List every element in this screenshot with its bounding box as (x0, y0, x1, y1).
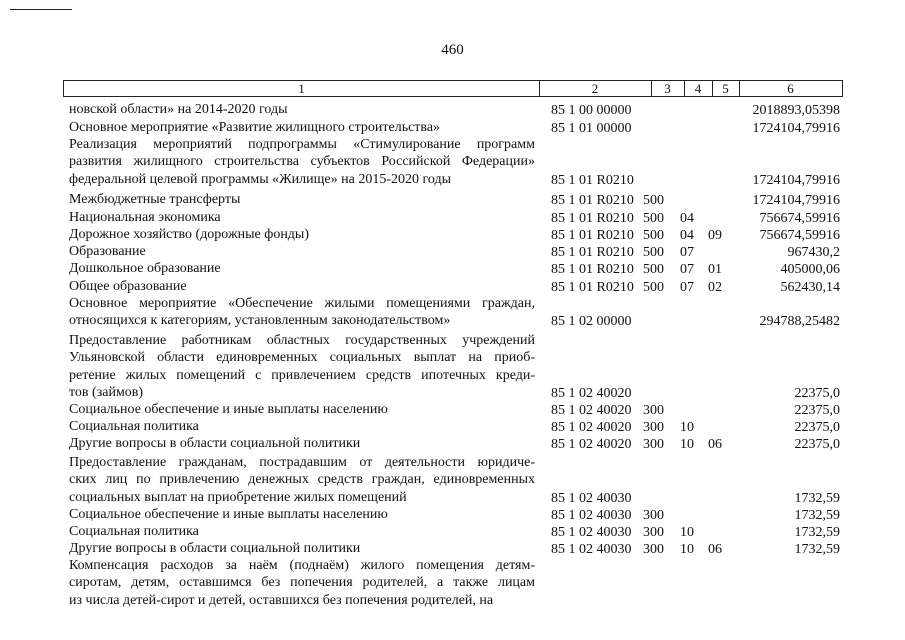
header-col-4: 4 (684, 81, 713, 96)
header-col-3: 3 (651, 81, 685, 96)
row-description-line: относящихся к категориям, установленным законодательством» (69, 313, 451, 329)
row-section: 07 (680, 245, 694, 260)
row-description-line: Дорожное хозяйство (дорожные фонды) (69, 227, 310, 242)
row-description-line: Ульяновской области единовременных социальных выплат на приоб- (69, 350, 535, 366)
row-amount: 562430,14 (780, 280, 840, 295)
row-description-line: развития жилищного строительства субъектов Российской Федерации» (69, 154, 535, 170)
row-description-line: Общее образование (69, 279, 187, 294)
row-code: 85 1 01 00000 (551, 121, 632, 136)
row-amount: 22375,0 (794, 385, 840, 401)
row-amount: 1732,59 (794, 542, 840, 557)
row-amount: 1732,59 (794, 525, 840, 540)
row-code: 85 1 02 40020 (551, 437, 632, 452)
row-description-line: Дошкольное образование (69, 261, 221, 276)
row-amount: 2018893,05398 (752, 103, 840, 118)
row-description-line: федеральной целевой программы «Жилище» на 2015-2020 годы (69, 171, 452, 187)
row-amount: 1724104,79916 (752, 172, 840, 188)
row-code: 85 1 01 R0210 (551, 193, 634, 208)
row-description-line: из числа детей-сирот и детей, оставшихся без попечения родителей, на (69, 592, 494, 608)
row-description-line: Социальная политика (69, 524, 199, 539)
row-expense-type: 300 (643, 403, 664, 418)
row-description-line: Социальное обеспечение и иные выплаты населению (69, 507, 388, 522)
row-description-line: Социальное обеспечение и иные выплаты населению (69, 402, 388, 417)
row-amount: 22375,0 (794, 437, 840, 452)
row-description-line: сиротам, детям, оставшимся без попечения родителей, а также лицам (69, 575, 535, 591)
row-expense-type: 300 (643, 525, 664, 540)
row-expense-type: 500 (643, 193, 664, 208)
row-amount: 756674,59916 (759, 211, 840, 226)
row-expense-type: 500 (643, 228, 664, 243)
row-amount: 967430,2 (787, 245, 840, 260)
row-description-line: Предоставление работникам областных государственных учреждений (69, 333, 535, 348)
header-col-5: 5 (712, 81, 740, 96)
row-description-line: Межбюджетные трансферты (69, 192, 241, 207)
row-description-line: социальных выплат на приобретение жилых помещений (69, 489, 407, 505)
header-col-1: 1 (64, 81, 540, 96)
row-amount: 1732,59 (794, 508, 840, 523)
row-expense-type: 500 (643, 211, 664, 226)
row-description-line: Предоставление гражданам, пострадавшим от деятельности юридиче- (69, 455, 535, 470)
row-amount: 22375,0 (794, 403, 840, 418)
row-description-line: Социальная политика (69, 419, 199, 434)
row-section: 04 (680, 228, 694, 243)
row-section: 04 (680, 211, 694, 226)
row-expense-type: 500 (643, 245, 664, 260)
row-code: 85 1 01 R0210 (551, 228, 634, 243)
row-code: 85 1 01 R0210 (551, 211, 634, 226)
page-number: 460 (441, 42, 464, 58)
row-code: 85 1 01 R0210 (551, 172, 634, 188)
row-expense-type: 300 (643, 542, 664, 557)
row-description-line: новской области» на 2014-2020 годы (69, 102, 288, 117)
row-code: 85 1 02 40030 (551, 525, 632, 540)
row-amount: 22375,0 (794, 420, 840, 435)
header-col-6: 6 (787, 81, 794, 96)
row-amount: 405000,06 (780, 262, 840, 277)
row-expense-type: 300 (643, 508, 664, 523)
row-section: 10 (680, 437, 694, 452)
row-code: 85 1 02 40020 (551, 385, 632, 401)
row-expense-type: 300 (643, 420, 664, 435)
row-description-line: Компенсация расходов за наём (поднаём) жилого помещения детям- (69, 558, 535, 573)
row-subsection: 02 (708, 280, 722, 295)
row-amount: 1732,59 (794, 490, 840, 506)
row-description-line: Образование (69, 244, 146, 259)
row-amount: 1724104,79916 (752, 193, 840, 208)
row-code: 85 1 01 R0210 (551, 245, 634, 260)
row-subsection: 06 (708, 542, 722, 557)
row-description-line: тов (займов) (69, 384, 144, 400)
row-amount: 756674,59916 (759, 228, 840, 243)
row-code: 85 1 01 R0210 (551, 280, 634, 295)
row-description-line: Другие вопросы в области социальной политики (69, 436, 361, 451)
row-section: 07 (680, 280, 694, 295)
row-description-line: Национальная экономика (69, 210, 221, 225)
row-code: 85 1 02 40020 (551, 403, 632, 418)
header-col-2: 2 (539, 81, 652, 96)
row-expense-type: 300 (643, 437, 664, 452)
row-subsection: 01 (708, 262, 722, 277)
row-code: 85 1 02 40030 (551, 490, 632, 506)
row-code: 85 1 02 40030 (551, 508, 632, 523)
row-description-line: Реализация мероприятий подпрограммы «Стимулирование программ (69, 137, 535, 152)
row-description-line: ретение жилых помещений с привлечением средств ипотечных креди- (69, 367, 535, 383)
row-subsection: 06 (708, 437, 722, 452)
row-code: 85 1 01 R0210 (551, 262, 634, 277)
row-description-line: Другие вопросы в области социальной политики (69, 541, 361, 556)
row-description-line: ских лиц по привлечению денежных средств граждан, единовременных (69, 472, 535, 488)
row-amount: 1724104,79916 (752, 121, 840, 136)
row-description-line: Основное мероприятие «Обеспечение жилыми помещениями граждан, (69, 296, 535, 311)
row-code: 85 1 02 40020 (551, 420, 632, 435)
row-section: 10 (680, 542, 694, 557)
row-code: 85 1 02 40030 (551, 542, 632, 557)
row-expense-type: 500 (643, 280, 664, 295)
row-expense-type: 500 (643, 262, 664, 277)
row-section: 10 (680, 420, 694, 435)
row-code: 85 1 02 00000 (551, 314, 632, 330)
row-subsection: 09 (708, 228, 722, 243)
row-section: 07 (680, 262, 694, 277)
row-description-line: Основное мероприятие «Развитие жилищного строительства» (69, 120, 441, 135)
row-code: 85 1 00 00000 (551, 103, 632, 118)
row-amount: 294788,25482 (759, 314, 840, 330)
row-section: 10 (680, 525, 694, 540)
